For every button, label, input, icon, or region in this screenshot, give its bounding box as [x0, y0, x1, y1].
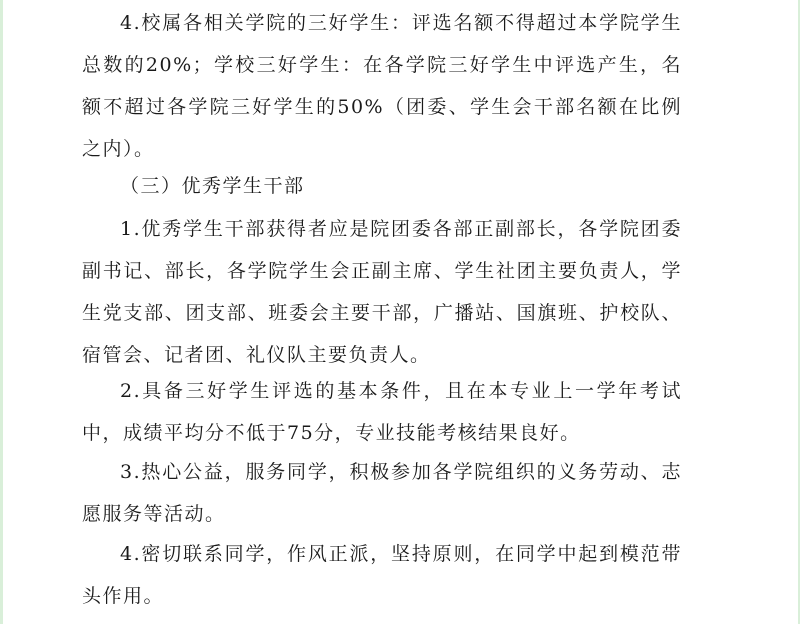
paragraph-item1-ganbu: 1.优秀学生干部获得者应是院团委各部正副部长，各学院团委副书记、部长，各学院学生会正副主席、学生社团主要负责人，学生党支部、团支部、班委会主要干部，广播站、国旗班、护校队、宿管会、记者团、礼仪队主要负责人。: [82, 218, 682, 366]
paragraph-item2-ganbu: 2.具备三好学生评选的基本条件，且在本专业上一学年考试中，成绩平均分不低于75分，专业技能考核结果良好。: [82, 380, 682, 444]
section-heading-3: （三）优秀学生干部: [120, 175, 305, 197]
paragraph-item4-sanhao: 4.校属各相关学院的三好学生：评选名额不得超过本学院学生总数的20%；学校三好学生：在各学院三好学生中评选产生，名额不超过各学院三好学生的50%（团委、学生会干部名额在比例之内）。: [82, 12, 682, 160]
paragraph-item4-ganbu: 4.密切联系同学，作风正派，坚持原则，在同学中起到模范带头作用。: [82, 543, 682, 607]
paragraph-item3-ganbu: 3.热心公益，服务同学，积极参加各学院组织的义务劳动、志愿服务等活动。: [82, 461, 682, 525]
page-edge-left: [0, 0, 3, 624]
